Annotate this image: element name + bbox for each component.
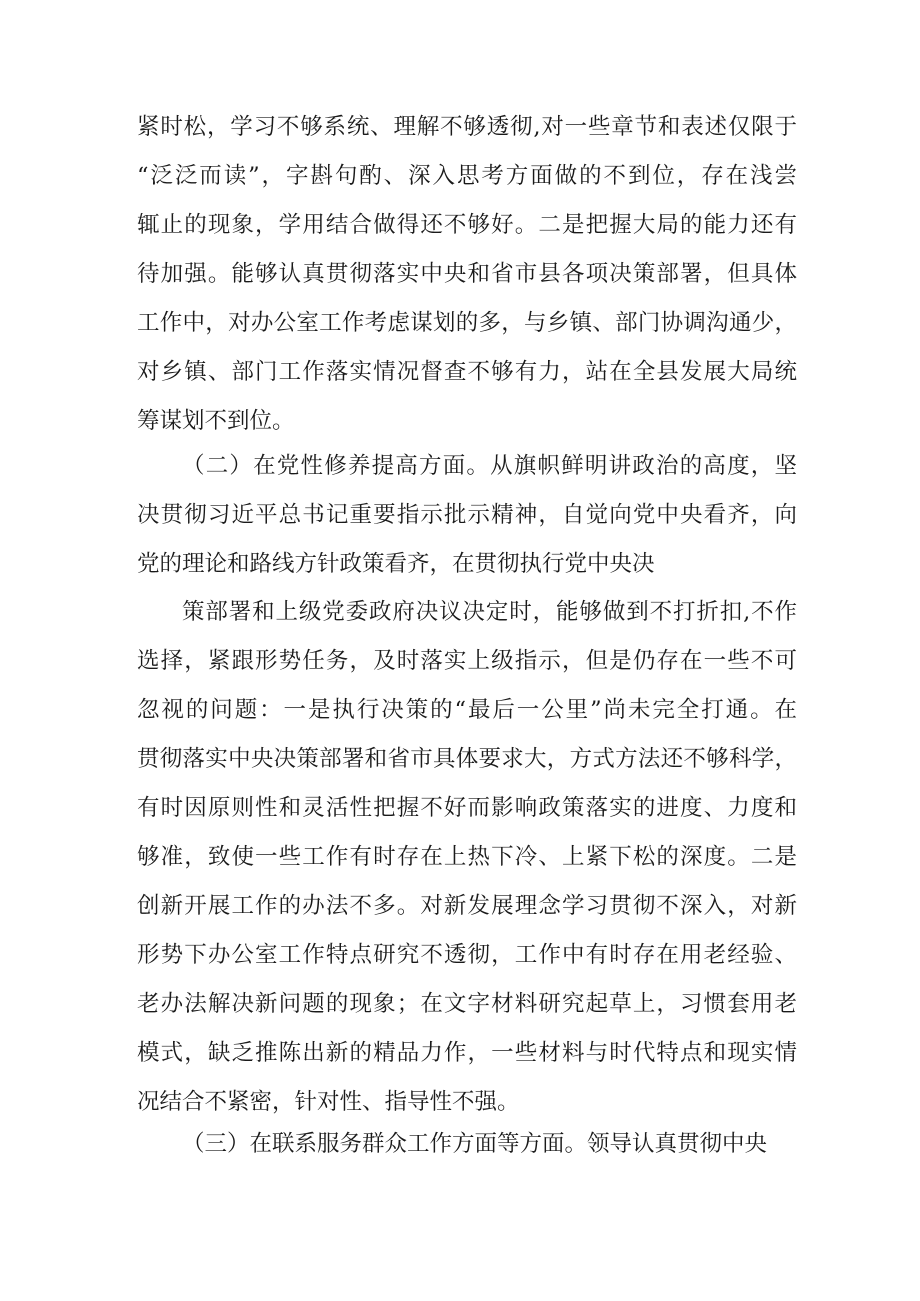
text-line: 老办法解决新问题的现象；在文字材料研究起草上，习惯套用老 [137, 991, 797, 1017]
text-line: 形势下办公室工作特点研究不透彻，工作中有时存在用老经验、 [137, 942, 797, 968]
text-line: 模式，缺乏推陈出新的精品力作，一些材料与时代特点和现实情 [137, 1040, 797, 1066]
text-line: 决贯彻习近平总书记重要指示批示精神，自觉向党中央看齐，向 [137, 502, 797, 528]
section-heading-line: （二）在党性修养提高方面。从旗帜鲜明讲政治的高度，坚 [182, 453, 797, 479]
text-line: 够准，致使一些工作有时存在上热下冷、上紧下松的深度。二是 [137, 844, 797, 870]
text-line: 创新开展工作的办法不多。对新发展理念学习贯彻不深入，对新 [137, 893, 797, 919]
text-line: 选择，紧跟形势任务，及时落实上级指示，但是仍存在一些不可 [137, 648, 797, 674]
text-line: “泛泛而读”，字斟句酌、深入思考方面做的不到位，存在浅尝 [137, 163, 797, 189]
text-line: 忽视的问题：一是执行决策的“最后一公里”尚未完全打通。在 [137, 697, 797, 723]
paragraph-4 [137, 1120, 797, 1169]
text-line: 对乡镇、部门工作落实情况督查不够有力，站在全县发展大局统 [137, 359, 797, 385]
text-line: 待加强。能够认真贯彻落实中央和省市县各项决策部署，但具体 [137, 261, 797, 287]
paragraph-1 [137, 103, 797, 446]
text-line: 辄止的现象，学用结合做得还不够好。二是把握大局的能力还有 [137, 212, 797, 238]
paragraph-2 [137, 442, 797, 589]
text-line: 筹谋划不到位。 [137, 408, 295, 434]
paragraph-3 [137, 588, 797, 1127]
text-line: 党的理论和路线方针政策看齐，在贯彻执行党中央决 [137, 551, 655, 577]
text-line: 况结合不紧密，针对性、指导性不强。 [137, 1089, 520, 1115]
text-line: 策部署和上级党委政府决议决定时，能够做到不打折扣,不作 [182, 599, 797, 625]
text-line: 工作中，对办公室工作考虑谋划的多，与乡镇、部门协调沟通少， [137, 310, 797, 336]
section-heading-line: （三）在联系服务群众工作方面等方面。领导认真贯彻中央 [182, 1131, 768, 1157]
text-line: 贯彻落实中央决策部署和省市具体要求大，方式方法还不够科学， [137, 746, 797, 772]
text-line: 有时因原则性和灵活性把握不好而影响政策落实的进度、力度和 [137, 795, 797, 821]
text-line: 紧时松，学习不够系统、理解不够透彻,对一些章节和表述仅限于 [137, 114, 797, 140]
